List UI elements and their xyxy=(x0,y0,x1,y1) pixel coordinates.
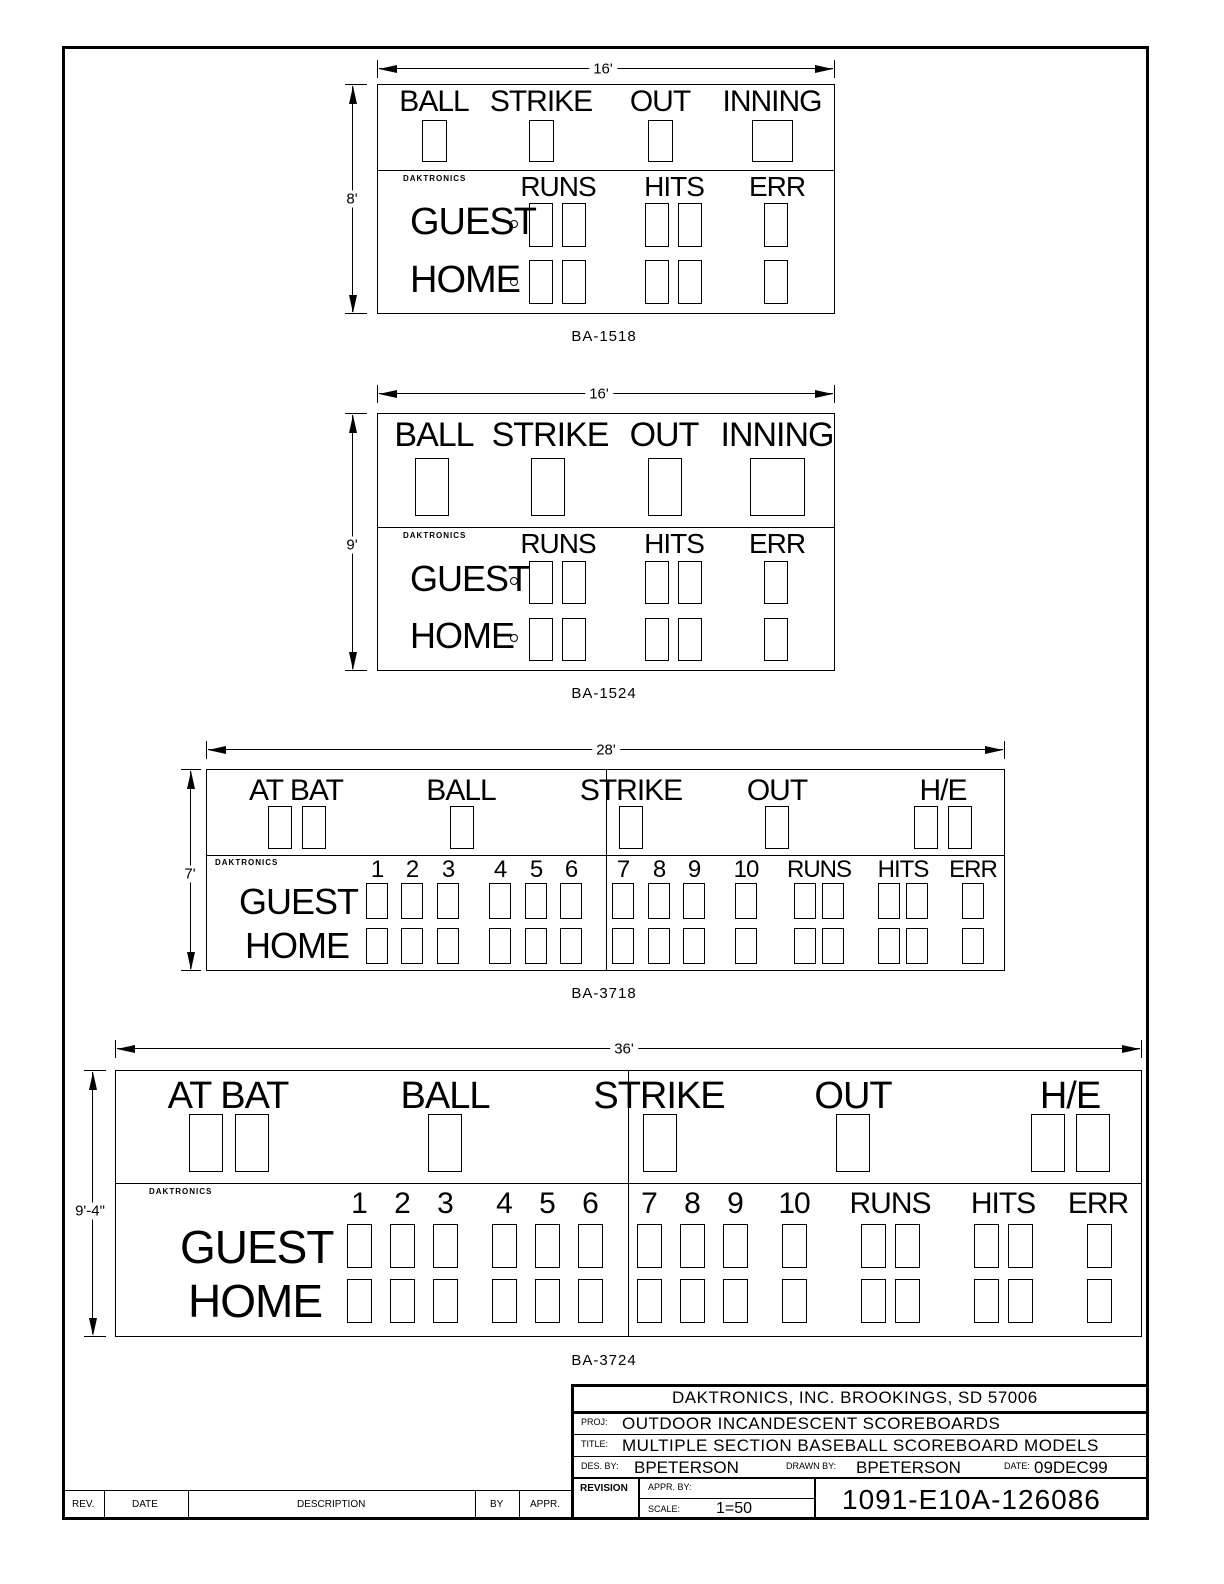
digit-strike xyxy=(643,1114,677,1172)
digit-home-inning-6 xyxy=(578,1279,603,1323)
label-h-e: H/E xyxy=(919,774,967,807)
arrow-down-icon xyxy=(89,1318,97,1336)
digit-guest-err xyxy=(1087,1224,1112,1268)
arrow-down-icon xyxy=(349,295,357,313)
arrow-left-icon xyxy=(117,1045,135,1053)
digit-home-hits xyxy=(1008,1279,1033,1323)
digit-guest-err xyxy=(764,561,788,604)
team-guest: GUEST xyxy=(410,201,536,243)
label-inning-3: 3 xyxy=(441,856,455,883)
dim-tick-right xyxy=(834,385,835,403)
drawn-by: BPETERSON xyxy=(856,1458,961,1477)
digit-home-hits xyxy=(678,618,702,661)
digit-guest-runs xyxy=(861,1224,886,1268)
company-name: DAKTRONICS, INC. BROOKINGS, SD 57006 xyxy=(672,1388,1038,1407)
label-inning-4: 4 xyxy=(493,856,507,883)
width-dimension: 28' xyxy=(592,742,620,759)
arrow-up-icon xyxy=(89,1072,97,1090)
digit-h-e xyxy=(1076,1114,1110,1172)
digit-strike xyxy=(531,458,565,516)
digit-home-err xyxy=(764,618,788,661)
project-name: OUTDOOR INCANDESCENT SCOREBOARDS xyxy=(622,1414,1001,1433)
dim-tick-bottom xyxy=(84,1336,106,1337)
digit-h-e xyxy=(914,806,938,849)
digit-home-inning-7 xyxy=(637,1279,662,1323)
digit-home-inning-2 xyxy=(390,1279,415,1323)
label-out: OUT xyxy=(746,774,808,807)
digit-guest-inning-2 xyxy=(401,883,423,919)
label-strike: STRIKE xyxy=(579,774,683,807)
header-description: DESCRIPTION xyxy=(297,1499,366,1510)
dim-tick-bottom xyxy=(345,670,367,671)
row-divider xyxy=(571,1434,1149,1435)
digit-inning xyxy=(752,120,793,162)
digit-guest-hits xyxy=(906,883,928,919)
dim-tick-top xyxy=(345,84,367,85)
label-h-e: H/E xyxy=(1039,1075,1101,1117)
label-inning-8: 8 xyxy=(684,1187,700,1220)
digit-at-bat xyxy=(189,1114,223,1172)
label-inning-6: 6 xyxy=(582,1187,598,1220)
possession-indicator-icon xyxy=(510,220,518,228)
arrow-left-icon xyxy=(208,746,226,754)
label-strike: STRIKE xyxy=(491,416,609,454)
arrow-right-icon xyxy=(1122,1045,1140,1053)
dim-tick-top xyxy=(345,413,367,414)
label-at-bat: AT BAT xyxy=(167,1075,289,1117)
digit-home-runs xyxy=(529,618,553,661)
digit-at-bat xyxy=(302,806,326,849)
col-divider xyxy=(638,1478,640,1520)
team-guest: GUEST xyxy=(239,881,359,922)
header-date: DATE xyxy=(132,1499,158,1510)
possession-indicator-icon xyxy=(510,634,518,642)
digit-home-hits xyxy=(645,260,669,304)
arrow-down-icon xyxy=(349,652,357,670)
label-strike: STRIKE xyxy=(489,85,593,118)
label-inning-7: 7 xyxy=(616,856,630,883)
date-label: DATE: xyxy=(1004,1461,1030,1471)
dim-tick-left xyxy=(377,385,378,403)
height-dimension: 9' xyxy=(342,537,361,554)
dim-tick-left xyxy=(115,1040,116,1058)
row-divider xyxy=(571,1456,1149,1457)
digit-home-inning-3 xyxy=(433,1279,458,1323)
digit-home-err xyxy=(764,260,788,304)
digit-home-inning-8 xyxy=(680,1279,705,1323)
label-runs: RUNS xyxy=(786,856,852,883)
arrow-up-icon xyxy=(187,771,195,789)
digit-home-hits xyxy=(678,260,702,304)
team-guest: GUEST xyxy=(180,1221,334,1273)
arrow-right-icon xyxy=(815,390,833,398)
label-ball: BALL xyxy=(400,1075,490,1117)
col-divider xyxy=(475,1490,476,1520)
col-divider xyxy=(188,1490,189,1520)
digit-home-runs xyxy=(895,1279,920,1323)
digit-home-inning-5 xyxy=(525,928,547,964)
digit-home-inning-10 xyxy=(782,1279,807,1323)
header-by: BY xyxy=(490,1499,504,1510)
digit-home-runs xyxy=(529,260,553,304)
label-err: ERR xyxy=(748,171,806,202)
dim-tick-right xyxy=(1141,1040,1142,1058)
arrow-up-icon xyxy=(349,415,357,433)
digit-guest-runs xyxy=(895,1224,920,1268)
digit-guest-runs xyxy=(529,561,553,604)
digit-guest-inning-5 xyxy=(535,1224,560,1268)
digit-guest-inning-5 xyxy=(525,883,547,919)
digit-guest-hits xyxy=(645,203,669,247)
dim-tick-right xyxy=(1004,741,1005,759)
digit-home-hits xyxy=(645,618,669,661)
label-inning-2: 2 xyxy=(394,1187,410,1220)
row-divider xyxy=(638,1498,814,1499)
digit-guest-inning-3 xyxy=(437,883,459,919)
digit-ball xyxy=(450,806,474,849)
digit-out xyxy=(648,120,673,162)
width-dimension: 16' xyxy=(585,386,613,403)
digit-guest-inning-3 xyxy=(433,1224,458,1268)
col-divider xyxy=(104,1490,105,1520)
digit-guest-err xyxy=(764,203,788,247)
width-dimension: 16' xyxy=(589,61,617,78)
approved-by-label: APPR. BY: xyxy=(648,1482,692,1492)
digit-home-err xyxy=(1087,1279,1112,1323)
digit-home-hits xyxy=(878,928,900,964)
label-runs: RUNS xyxy=(520,171,596,202)
dim-tick-top xyxy=(181,769,201,770)
label-inning-9: 9 xyxy=(687,856,701,883)
dim-tick-left xyxy=(206,741,207,759)
height-dimension: 7' xyxy=(180,866,199,883)
label-at-bat: AT BAT xyxy=(248,774,344,807)
scale-value: 1=50 xyxy=(716,1500,753,1517)
digit-home-runs xyxy=(822,928,844,964)
label-out: OUT xyxy=(814,1075,892,1117)
label-inning-1: 1 xyxy=(370,856,384,883)
digit-at-bat xyxy=(235,1114,269,1172)
label-inning-7: 7 xyxy=(641,1187,657,1220)
height-dimension: 9'-4" xyxy=(71,1203,109,1220)
title-label: TITLE: xyxy=(581,1439,609,1449)
digit-guest-runs xyxy=(562,561,586,604)
label-hits: HITS xyxy=(644,171,704,202)
team-home: HOME xyxy=(245,925,349,966)
designed-by: BPETERSON xyxy=(634,1458,739,1477)
digit-strike xyxy=(529,120,554,162)
team-home: HOME xyxy=(410,615,514,656)
header-rev: REV. xyxy=(72,1499,95,1510)
label-ball: BALL xyxy=(394,416,474,454)
digit-home-runs xyxy=(562,618,586,661)
label-hits: HITS xyxy=(970,1187,1036,1220)
digit-inning xyxy=(750,458,805,516)
digit-strike xyxy=(619,806,643,849)
digit-home-runs xyxy=(562,260,586,304)
label-inning-1: 1 xyxy=(351,1187,367,1220)
digit-guest-inning-7 xyxy=(612,883,634,919)
digit-home-runs xyxy=(794,928,816,964)
label-runs: RUNS xyxy=(520,528,596,559)
digit-ball xyxy=(422,120,447,162)
designed-by-label: DES. BY: xyxy=(581,1461,619,1471)
digit-home-inning-9 xyxy=(683,928,705,964)
arrow-left-icon xyxy=(379,65,397,73)
digit-guest-inning-8 xyxy=(680,1224,705,1268)
digit-guest-err xyxy=(962,883,984,919)
digit-h-e xyxy=(948,806,972,849)
digit-home-inning-2 xyxy=(401,928,423,964)
label-inning: INNING xyxy=(720,416,834,454)
digit-guest-hits xyxy=(1008,1224,1033,1268)
digit-guest-inning-10 xyxy=(735,883,757,919)
digit-guest-inning-4 xyxy=(489,883,511,919)
arrow-right-icon xyxy=(985,746,1003,754)
digit-guest-hits xyxy=(678,203,702,247)
arrow-left-icon xyxy=(379,390,397,398)
model-number: BA-3718 xyxy=(571,985,637,1002)
possession-indicator-icon xyxy=(510,278,518,286)
digit-guest-inning-1 xyxy=(347,1224,372,1268)
digit-home-inning-7 xyxy=(612,928,634,964)
digit-home-inning-5 xyxy=(535,1279,560,1323)
digit-home-inning-9 xyxy=(723,1279,748,1323)
team-home: HOME xyxy=(410,259,520,301)
drawing-date: 09DEC99 xyxy=(1034,1458,1108,1477)
digit-guest-inning-7 xyxy=(637,1224,662,1268)
arrow-down-icon xyxy=(187,952,195,970)
dim-tick-right xyxy=(834,60,835,78)
digit-guest-hits xyxy=(645,561,669,604)
label-strike: STRIKE xyxy=(593,1075,725,1117)
label-inning-9: 9 xyxy=(727,1187,743,1220)
label-err: ERR xyxy=(1067,1187,1129,1220)
label-inning-4: 4 xyxy=(496,1187,512,1220)
digit-at-bat xyxy=(268,806,292,849)
model-number: BA-1524 xyxy=(571,685,637,702)
digit-ball xyxy=(428,1114,462,1172)
team-guest: GUEST xyxy=(410,558,530,599)
dim-tick-bottom xyxy=(345,313,367,314)
label-err: ERR xyxy=(748,528,806,559)
revision-label: REVISION xyxy=(580,1483,628,1494)
label-ball: BALL xyxy=(399,85,469,118)
dim-tick-left xyxy=(377,60,378,78)
digit-home-runs xyxy=(861,1279,886,1323)
digit-home-inning-6 xyxy=(560,928,582,964)
digit-guest-inning-6 xyxy=(560,883,582,919)
digit-guest-hits xyxy=(974,1224,999,1268)
label-inning-5: 5 xyxy=(529,856,543,883)
drawing-number: 1091-E10A-126086 xyxy=(842,1484,1101,1515)
brand-logo: DAKTRONICS xyxy=(149,1187,213,1196)
team-home: HOME xyxy=(188,1275,322,1327)
label-inning-6: 6 xyxy=(564,856,578,883)
possession-indicator-icon xyxy=(510,577,518,585)
digit-home-inning-10 xyxy=(735,928,757,964)
label-inning-8: 8 xyxy=(652,856,666,883)
digit-guest-inning-6 xyxy=(578,1224,603,1268)
label-err: ERR xyxy=(949,856,997,883)
digit-guest-hits xyxy=(678,561,702,604)
digit-guest-runs xyxy=(822,883,844,919)
arrow-up-icon xyxy=(349,86,357,104)
digit-h-e xyxy=(1031,1114,1065,1172)
width-dimension: 36' xyxy=(610,1041,638,1058)
col-divider xyxy=(519,1490,520,1520)
digit-guest-inning-1 xyxy=(366,883,388,919)
label-out: OUT xyxy=(629,416,699,454)
digit-home-err xyxy=(962,928,984,964)
label-inning-3: 3 xyxy=(437,1187,453,1220)
digit-guest-hits xyxy=(878,883,900,919)
label-ball: BALL xyxy=(426,774,496,807)
dim-tick-top xyxy=(84,1070,106,1071)
label-runs: RUNS xyxy=(849,1187,931,1220)
digit-guest-inning-10 xyxy=(782,1224,807,1268)
model-number: BA-1518 xyxy=(571,328,637,345)
digit-out xyxy=(836,1114,870,1172)
digit-out xyxy=(648,458,682,516)
digit-guest-inning-9 xyxy=(723,1224,748,1268)
digit-home-hits xyxy=(906,928,928,964)
col-divider xyxy=(814,1478,816,1520)
drawing-title: MULTIPLE SECTION BASEBALL SCOREBOARD MODELS xyxy=(622,1436,1099,1455)
label-inning-10: 10 xyxy=(778,1187,810,1220)
digit-home-inning-4 xyxy=(492,1279,517,1323)
dim-tick-bottom xyxy=(181,970,201,971)
digit-home-inning-3 xyxy=(437,928,459,964)
digit-guest-inning-4 xyxy=(492,1224,517,1268)
brand-logo: DAKTRONICS xyxy=(403,531,467,540)
digit-guest-runs xyxy=(794,883,816,919)
digit-ball xyxy=(415,458,449,516)
brand-logo: DAKTRONICS xyxy=(215,858,279,867)
label-inning-10: 10 xyxy=(733,856,759,883)
model-number: BA-3724 xyxy=(571,1352,637,1369)
scale-label: SCALE: xyxy=(648,1504,681,1514)
digit-home-inning-4 xyxy=(489,928,511,964)
digit-guest-runs xyxy=(562,203,586,247)
drawn-by-label: DRAWN BY: xyxy=(786,1461,837,1471)
digit-guest-runs xyxy=(529,203,553,247)
label-inning-2: 2 xyxy=(405,856,419,883)
height-dimension: 8' xyxy=(342,191,361,208)
digit-guest-inning-9 xyxy=(683,883,705,919)
header-appr: APPR. xyxy=(530,1499,561,1510)
label-out: OUT xyxy=(629,85,691,118)
digit-guest-inning-8 xyxy=(648,883,670,919)
row-divider xyxy=(571,1477,1149,1479)
label-hits: HITS xyxy=(877,856,929,883)
label-inning-5: 5 xyxy=(539,1187,555,1220)
brand-logo: DAKTRONICS xyxy=(403,174,467,183)
arrow-right-icon xyxy=(815,65,833,73)
digit-home-hits xyxy=(974,1279,999,1323)
label-hits: HITS xyxy=(644,528,704,559)
digit-home-inning-8 xyxy=(648,928,670,964)
proj-label: PROJ: xyxy=(581,1417,608,1427)
digit-home-inning-1 xyxy=(347,1279,372,1323)
digit-home-inning-1 xyxy=(366,928,388,964)
digit-guest-inning-2 xyxy=(390,1224,415,1268)
label-inning: INNING xyxy=(722,85,822,118)
digit-out xyxy=(765,806,789,849)
